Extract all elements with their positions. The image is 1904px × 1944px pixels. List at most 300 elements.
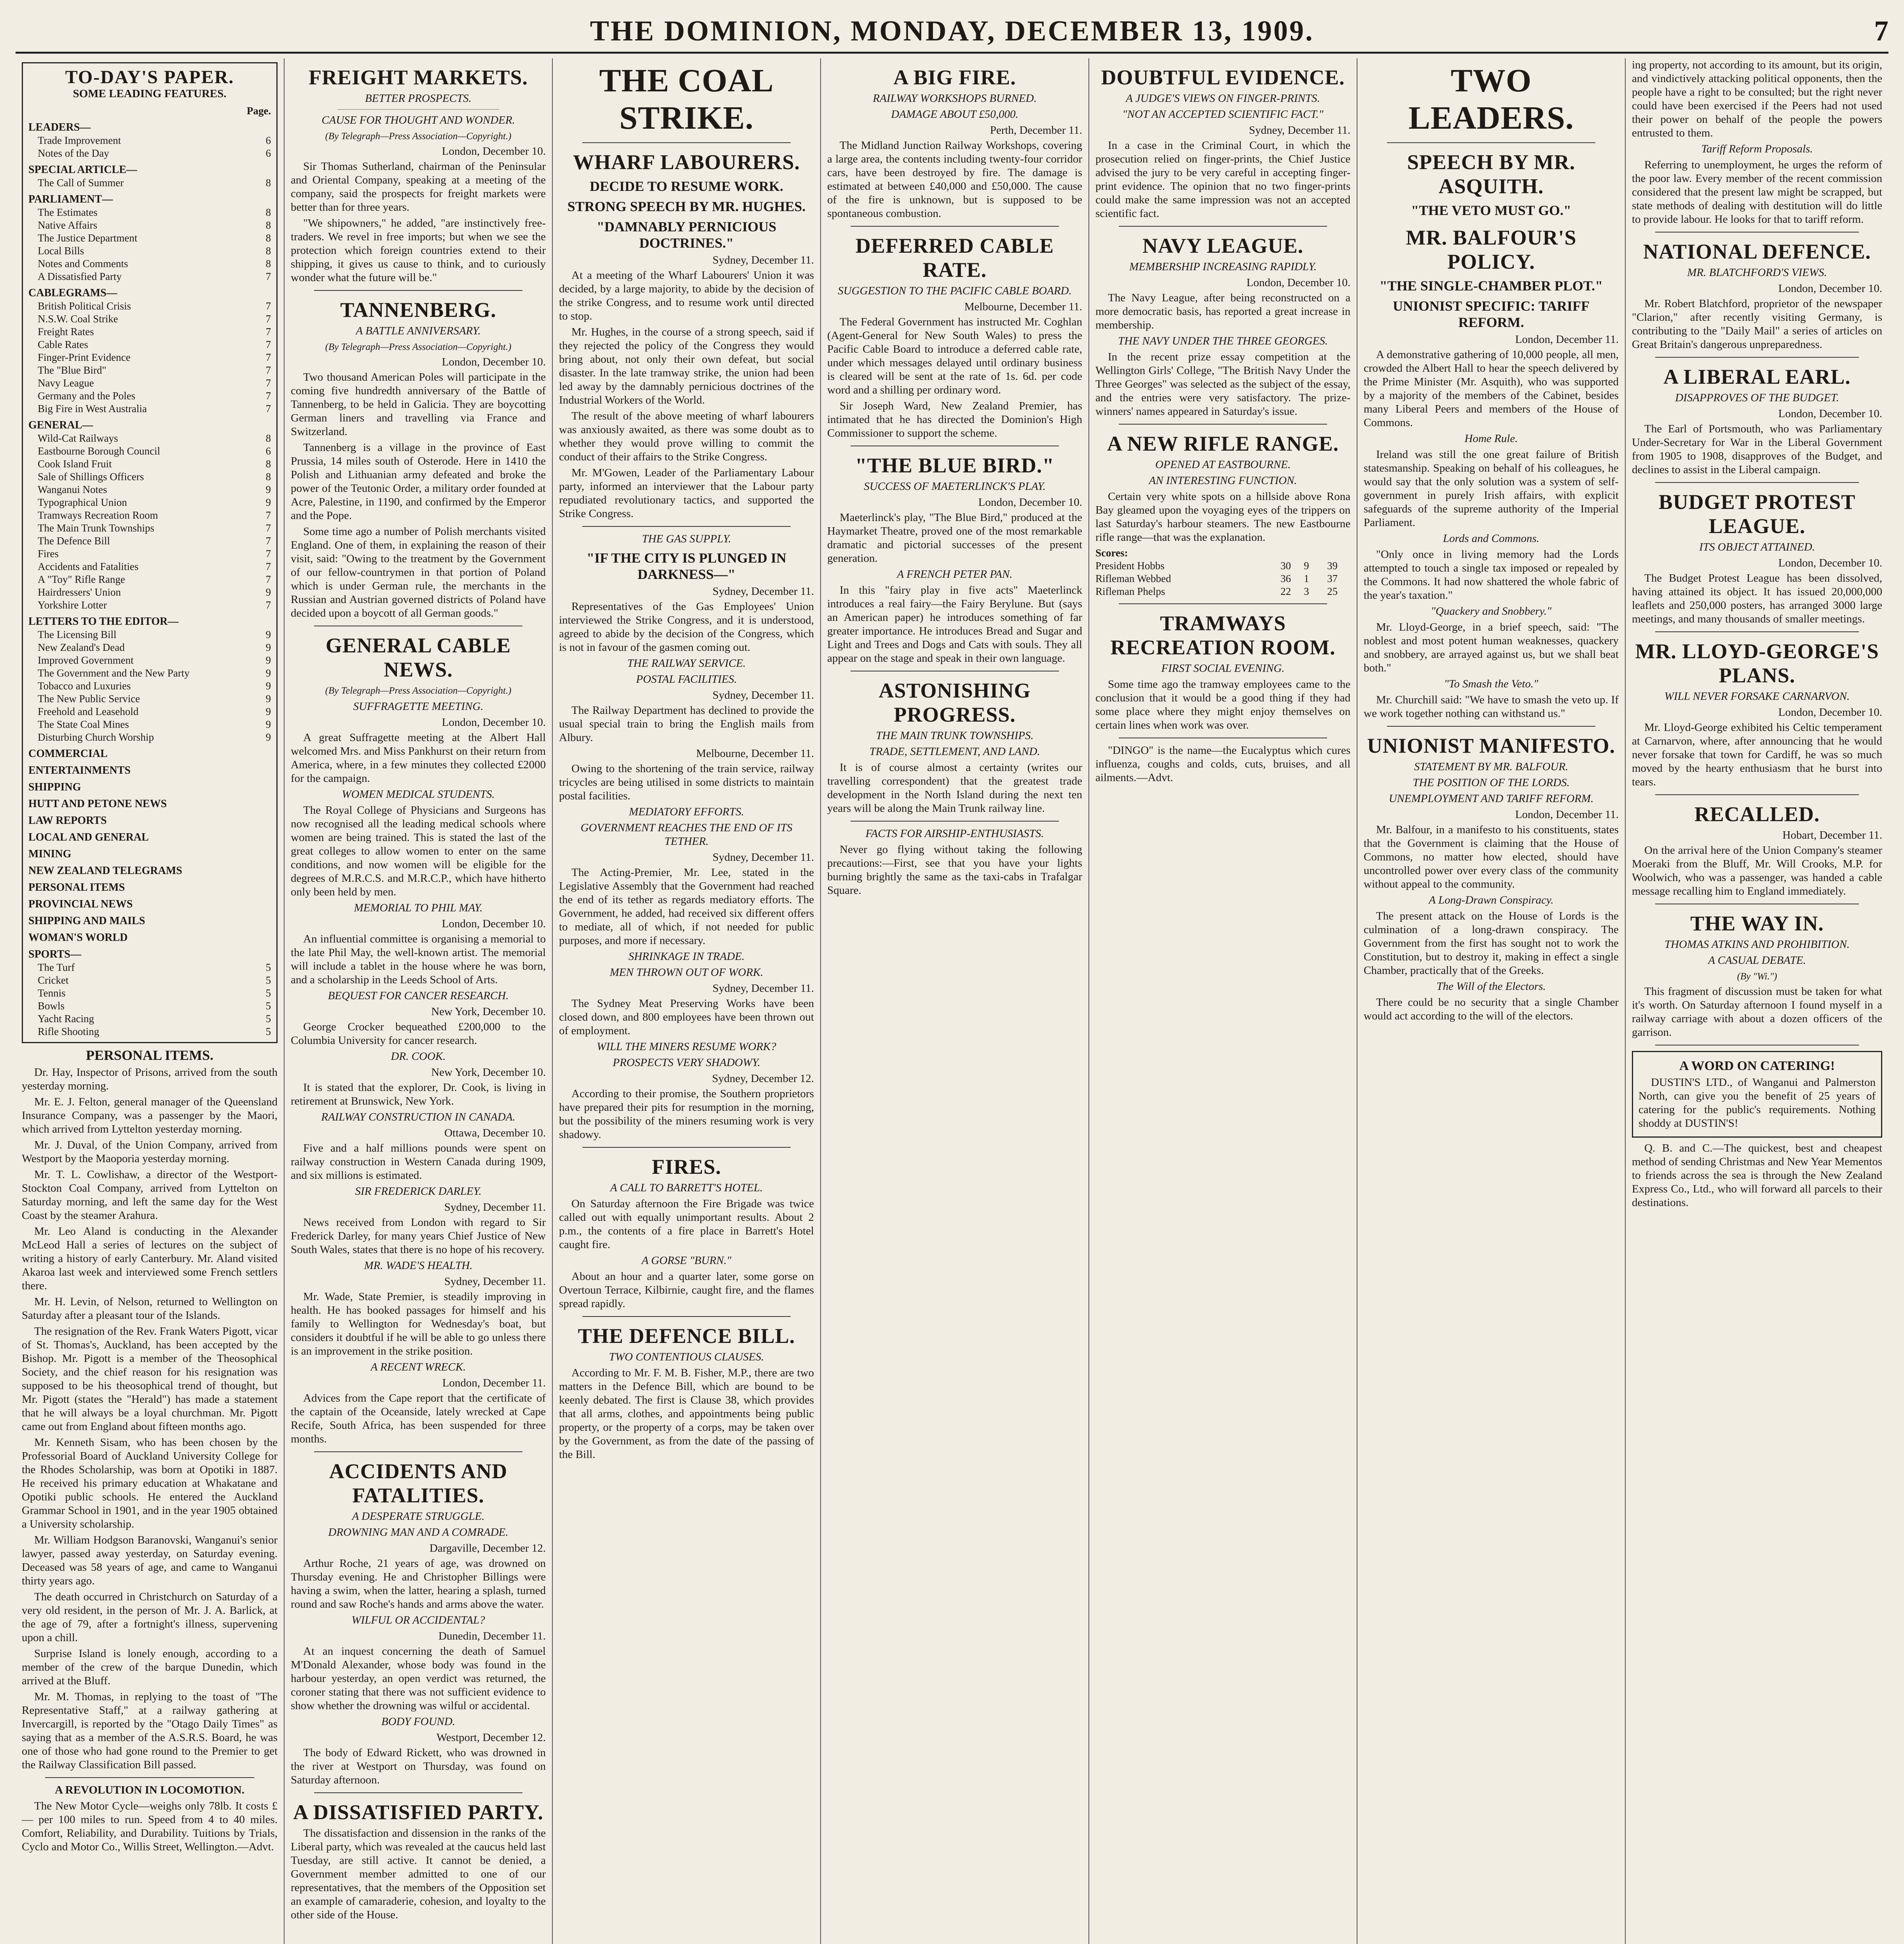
toc-item-page: 9 (266, 654, 271, 666)
freight-heading: FREIGHT MARKETS. (308, 66, 528, 89)
paragraph: At a meeting of the Wharf Labourers' Union it was decided, by a large majority, to abide by the decision of the strike Congress, and to resume work until directed to stop. (559, 269, 814, 322)
accidents-subheading: A DESPERATE STRUGGLE. (352, 1510, 485, 1523)
wharf-subheading-2: STRONG SPEECH BY MR. HUGHES. (567, 199, 806, 214)
score-cell: 30 (1280, 560, 1291, 572)
dateline: Sydney, December 11. (1249, 124, 1350, 136)
toc-item-label: Cook Island Fruit (38, 458, 112, 470)
toc-item-page: 8 (266, 432, 271, 444)
paragraph: Advices from the Cape report that the certificate of the captain of the Oceanside, lately wrecked at Cape Recife, South Africa, has been suspended for three months. (291, 1392, 546, 1445)
toc-item (28, 377, 271, 390)
paragraph: News received from London with regard to Sir Frederick Darley, for many years Chief Justice of New South Wales, states that there is no hope of his recovery. (291, 1216, 546, 1256)
home-rule-heading: Home Rule. (1464, 432, 1518, 445)
toc-item-label: Wanganui Notes (38, 484, 107, 495)
general-cable-heading: GENERAL CABLE NEWS. (325, 634, 511, 681)
paragraph: Mr. Leo Aland is conducting in the Alexander McLeod Hall a series of lectures on the subject of writing a history of early Canterbury. Mr. Aland visited Akaroa last week and interviewed some French settlers there. (22, 1225, 278, 1292)
catering-ad (1632, 1051, 1882, 1138)
darley-heading: SIR FREDERICK DARLEY. (355, 1185, 482, 1198)
score-heading: Scores: (1095, 547, 1128, 559)
toc-item (28, 1025, 271, 1038)
paragraph: This fragment of discussion must be taken for what it's worth. On Saturday afternoon I found myself in a railway carriage with about a dozen officers of the garrison. (1632, 985, 1882, 1038)
rifle-range-subheading-2: AN INTERESTING FUNCTION. (1149, 474, 1297, 487)
score-cell: President Hobbs (1095, 560, 1165, 572)
toc-item-page: 5 (266, 974, 271, 986)
toc-item-label: Wild-Cat Railways (38, 432, 118, 444)
paragraph: The Sydney Meat Preserving Works have been closed down, and 800 employees have been thrown out of employment. (559, 997, 814, 1037)
toc-item (28, 731, 271, 744)
quackery-heading: "Quackery and Snobbery." (1431, 605, 1552, 617)
toc-item (28, 257, 271, 270)
toc-item-page: 9 (266, 496, 271, 508)
column-7 (1625, 58, 1888, 1944)
toc-item-label: British Political Crisis (38, 300, 131, 312)
defence-bill-subheading: TWO CONTENTIOUS CLAUSES. (609, 1351, 764, 1363)
paragraph: Two thousand American Poles will participate in the coming five hundredth anniversary of the Battle of Tannenberg, to be held in Galicia. They are boycotting German liners and travelling via France and Switzerland. (291, 371, 546, 438)
dateline: Sydney, December 12. (712, 1072, 814, 1085)
divider (582, 526, 791, 527)
dateline: London, December 10. (1778, 407, 1882, 420)
toc-item (28, 692, 271, 705)
toc-item (28, 547, 271, 560)
shrinkage-subheading: MEN THROWN OUT OF WORK. (610, 966, 763, 979)
catering-ad-heading: A WORD ON CATERING! (1679, 1059, 1835, 1073)
dingo-ad: "DINGO" is the name—the Eucalyptus which cures influenza, coughs and colds, cuts, bruises, and all ailments.—Advt. (1095, 744, 1350, 784)
toc-item-label: A "Toy" Rifle Range (38, 573, 125, 585)
dateline: Sydney, December 11. (712, 254, 814, 266)
toc-item (28, 432, 271, 445)
doubtful-subheading-2: "NOT AN ACCEPTED SCIENTIFIC FACT." (1122, 108, 1324, 121)
toc-item-label: The Licensing Bill (38, 629, 117, 640)
toc-item-page: 7 (266, 326, 271, 337)
toc-item-label: The New Public Service (38, 693, 140, 705)
railway-service-heading: THE RAILWAY SERVICE. (627, 657, 746, 670)
railway-canada-heading: RAILWAY CONSTRUCTION IN CANADA. (321, 1111, 515, 1123)
paragraph: The resignation of the Rev. Frank Waters Pigott, vicar of St. Thomas's, Auckland, has been accepted by the Bishop. Mr. Pigott is a member of the Theosophical Society, and the chief reason for his resignation was supposed to be his theosophical trend of thought, but Mr. Pigott (states the "Herald") has made a statement that he will always be a loyal churchman. Mr. Pigott came out from England about fifteen months ago. (22, 1325, 278, 1433)
toc-item-page: 7 (266, 300, 271, 312)
defence-bill-heading: THE DEFENCE BILL. (578, 1324, 795, 1348)
national-defence-heading: NATIONAL DEFENCE. (1643, 240, 1871, 263)
paragraph: A demonstrative gathering of 10,000 people, all men, crowded the Albert Hall to hear the speech delivered by the Prime Minister (Mr. Asquith), who was supported by a majority of the members of the Cabinet, besides many Liberal Peers and members of the House of Commons. (1364, 348, 1619, 429)
two-leaders-heading: TWO LEADERS. (1408, 63, 1574, 136)
dateline: Melbourne, December 11. (696, 747, 814, 760)
paragraph: Mr. Balfour, in a manifesto to his constituents, states that the Government is claiming that the House of Commons, no matter how elected, should have uncontrolled power over every class of the community without appeal to the community. (1364, 823, 1619, 890)
toc-item (28, 522, 271, 535)
divider (1655, 232, 1859, 233)
paragraph: Tannenberg is a village in the province of East Prussia, 14 miles south of Osterode. Here in 1410 the Polish and Lithuanian army defeated and broke the power of the Teutonic Order, a military order founded at Acre, Palestine, in 1190, and confirmed by the Emperor and the Pope. (291, 441, 546, 522)
paragraph: It is of course almost a certainty (writes our travelling correspondent) that the greatest trade development in the North Island during the next ten years will be along the Main Trunk railway line. (827, 761, 1082, 815)
toc-item (28, 458, 271, 470)
dateline: London, December 10. (442, 918, 546, 930)
toc-item-page: 9 (266, 706, 271, 717)
paragraph: According to Mr. F. M. B. Fisher, M.P., there are two matters in the Defence Bill, which are bound to be keenly debated. The first is Clause 38, which provides that all arms, clothes, and appointments being public property, or the property of a corps, may be taken over by the Government, as from the date of the passing of the Bill. (559, 1367, 814, 1461)
protest-league-heading: BUDGET PROTEST LEAGUE. (1658, 490, 1856, 538)
paragraph: At an inquest concerning the death of Samuel M'Donald Alexander, whose body was found in the harbour yesterday, an open verdict was returned, the coroner stating that there was not sufficient evidence to show whether the drowning was wilful or accidental. (291, 1645, 546, 1712)
toc-item-page: 9 (266, 629, 271, 640)
paragraph: Mr. Lloyd-George, in a brief speech, said: "The noblest and most potent human weaknesses, quackery and snobbery, are arrayed against us, but we shall beat both." (1364, 621, 1619, 674)
dateline: London, December 11. (1515, 333, 1619, 346)
divider (314, 1451, 522, 1452)
toc-item-label: Big Fire in West Australia (38, 403, 147, 414)
score-cell: 3 (1304, 586, 1309, 597)
toc-item-label: The Estimates (38, 206, 98, 218)
paragraph: Mr. M'Gowen, Leader of the Parliamentary Labour party, informed an interviewer that the Labour party repudiated revolutionary tactics, and supported the Strike Congress. (559, 467, 814, 520)
dateline: Ottawa, December 10. (444, 1127, 546, 1139)
catering-ad-text: DUSTIN'S LTD., of Wanganui and Palmerston North, can give you the benefit of 25 years of catering for the public's requirements. Nothing shoddy at DUSTIN'S! (1638, 1076, 1876, 1129)
peter-pan-heading: A FRENCH PETER PAN. (897, 568, 1013, 580)
paragraph: The death occurred in Christchurch on Saturday of a very old resident, in the person of Mr. J. A. Barlick, at the age of 79, after a fortnight's illness, supervening upon a chill. (22, 1591, 278, 1644)
divider (1655, 631, 1859, 632)
toc-item (28, 586, 271, 599)
wreck-heading: A RECENT WRECK. (370, 1361, 466, 1373)
divider (1655, 794, 1859, 795)
toc-item (28, 338, 271, 351)
toc-item (28, 1012, 271, 1025)
toc-section-title: MINING (28, 848, 72, 860)
toc-list (28, 121, 271, 1038)
paragraph: According to their promise, the Southern proprietors have prepared their pits for resumption in the morning, but the possibility of the miners resuming work is very shadowy. (559, 1087, 814, 1141)
paragraph: Maeterlinck's play, "The Blue Bird," produced at the Haymarket Theatre, proved one of the most remarkable dramatic and pictorial successes of the present generation. (827, 511, 1082, 565)
toc-item-label: Hairdressers' Union (38, 586, 121, 598)
asquith-heading: SPEECH BY MR. ASQUITH. (1407, 150, 1576, 198)
paragraph: The Budget Protest League has been dissolved, having attained its object. It has issued 20,000,000 leaflets and 250,000 posters, has arranged 3000 large meetings, and many thousands of smaller meetings. (1632, 572, 1882, 625)
paragraph: Mr. E. J. Felton, general manager of the Queensland Insurance Company, was a passenger by the Maori, which arrived from Lyttelton yesterday morning. (22, 1096, 278, 1135)
memorial-heading: MEMORIAL TO PHIL MAY. (354, 902, 483, 914)
divider (1119, 603, 1327, 604)
dateline: Dargaville, December 12. (429, 1542, 546, 1554)
toc-item-label: The Call of Summer (38, 177, 124, 189)
toc-item (28, 445, 271, 458)
cable-rate-subheading: SUGGESTION TO THE PACIFIC CABLE BOARD. (838, 285, 1072, 297)
toc-item (28, 641, 271, 654)
column-4 (820, 58, 1088, 1944)
toc-item-label: Sale of Shillings Officers (38, 471, 144, 483)
toc-item-page: 7 (266, 535, 271, 547)
navy-georges-heading: THE NAVY UNDER THE THREE GEORGES. (1118, 335, 1328, 347)
paragraph: There could be no security that a single Chamber would act according to the will of the electors. (1364, 996, 1619, 1022)
toc-section-title: SPECIAL ARTICLE— (28, 164, 137, 176)
toc-item-page: 9 (266, 719, 271, 730)
toc-item-label: New Zealand's Dead (38, 642, 125, 653)
paragraph: Mr. William Hodgson Baranovski, Wanganui's senior lawyer, passed away yesterday, on Saturday evening. Deceased was 58 years of age, and came to Wanganui thirty years ago. (22, 1534, 278, 1587)
toc-item-page: 9 (266, 667, 271, 679)
progress-subheading-2: TRADE, SETTLEMENT, AND LAND. (869, 745, 1040, 758)
accidents-subheading-2: DROWNING MAN AND A COMRADE. (328, 1526, 508, 1538)
toc-item-page: 9 (266, 586, 271, 598)
paragraph: On Saturday afternoon the Fire Brigade was twice called out with equally unimportant results. About 2 p.m., the contents of a fire place in Barrett's Hotel caught fire. (559, 1198, 814, 1251)
toc-item (28, 390, 271, 402)
dateline: New York, December 10. (431, 1005, 546, 1018)
column-2 (284, 58, 552, 1944)
paragraph: The dissatisfaction and dissension in the ranks of the Liberal party, which was revealed at the caucus held last Tuesday, are still active. It cannot be denied, a Government member admitted to one of our representatives, that the members of the Opposition set an example of camaraderie, cohesion, and loyalty to the other side of the House. (291, 1827, 546, 1921)
doubtful-heading: DOUBTFUL EVIDENCE. (1101, 66, 1345, 89)
rifle-range-subheading: OPENED AT EASTBOURNE. (1155, 458, 1291, 471)
ad-text: The New Motor Cycle—weighs only 78lb. It costs £— per 100 miles to run. Speed from 4 to 40 miles. Comfort, Reliability, and Durability. Tuitions by Trials, Cyclo and Motor Co., Willis Street, Wellington.—Advt. (22, 1800, 278, 1853)
toc-item-page: 7 (266, 390, 271, 402)
smash-heading: "To Smash the Veto." (1444, 678, 1539, 690)
toc-item (28, 245, 271, 257)
toc-item-label: Native Affairs (38, 219, 98, 231)
toc-item-page: 5 (266, 1026, 271, 1037)
toc-item-label: Local Bills (38, 245, 84, 257)
paragraph: Ireland was still the one great failure of British statesmanship. Speaking on behalf of his colleagues, he would say that the only solution was a system of self-government in purely Irish affairs, with explicit safeguards of the supreme authority of the Imperial Parliament. (1364, 448, 1619, 529)
toc-box (22, 62, 278, 1043)
paragraph: The present attack on the House of Lords is the culmination of a long-drawn conspiracy. The Government from the first has sought not to work the Constitution, but to destroy it, making in effect a single Chamber, practically that of the Greeks. (1364, 910, 1619, 977)
divider (1655, 357, 1859, 358)
personal-items (22, 1066, 278, 1772)
dateline: Sydney, December 11. (444, 1275, 546, 1288)
paragraph: Certain very white spots on a hillside above Rona Bay gleamed upon the voyaging eyes of the trippers on last Saturday's harbour steamers. The new Eastbourne rifle range—that was the explanation. (1095, 490, 1350, 544)
mediatory-heading: MEDIATORY EFFORTS. (629, 806, 744, 818)
toc-item (28, 232, 271, 245)
toc-section-title: PERSONAL ITEMS (28, 881, 125, 893)
divider (314, 290, 522, 291)
paragraph: Dr. Hay, Inspector of Prisons, arrived from the south yesterday morning. (22, 1066, 278, 1092)
toc-item (28, 219, 271, 232)
paragraph: Mr. Churchill said: "We have to smash the veto up. If we work together nothing can withstand us." (1364, 694, 1619, 720)
dateline: Melbourne, December 11. (964, 301, 1082, 313)
toc-item-page: 7 (266, 573, 271, 585)
paragraph: Sir Joseph Ward, New Zealand Premier, has intimated that he has directed the Dominion's High Commissioner to support the scheme. (827, 400, 1082, 439)
toc-item-page: 7 (266, 403, 271, 414)
byline: (By "Wi.") (1737, 971, 1777, 982)
toc-item-page: 7 (266, 599, 271, 611)
toc-item-label: Cricket (38, 974, 69, 986)
paragraph: The body of Edward Rickett, who was drowned in the river at Westport on Thursday, was found on Saturday afternoon. (291, 1746, 546, 1786)
express-ad: Q. B. and C.—The quickest, best and cheapest method of sending Christmas and New Year Mementos to friends across the sea is through the New Zealand Express Co., Ltd., who will forward all parcels to their destinations. (1632, 1142, 1882, 1209)
byline: (By Telegraph—Press Association—Copyright.) (325, 131, 512, 142)
tramways-subheading: FIRST SOCIAL EVENING. (1161, 662, 1285, 675)
divider (1655, 482, 1859, 483)
gas-subheading: "IF THE CITY IS PLUNGED IN DARKNESS—" (587, 550, 786, 582)
dateline: London, December 11. (442, 1377, 546, 1389)
paragraph: The Royal College of Physicians and Surgeons has now recognised all the leading medical schools where women are being trained. This is stated the last of the great colleges to allow women to enter on the same conditions, and now women will be eligible for the degrees of M.R.C.S. and M.R.C.P., which have hitherto only been held by men. (291, 804, 546, 898)
masthead (16, 11, 1888, 54)
toc-item-page: 7 (266, 377, 271, 389)
toc-item-page: 7 (266, 364, 271, 376)
toc-section-title: GENERAL— (28, 419, 93, 431)
toc-item-page: 8 (266, 177, 271, 189)
dateline: London, December 10. (978, 496, 1082, 509)
dateline: Dunedin, December 11. (438, 1630, 546, 1642)
paragraph: Mr. M. Thomas, in replying to the toast of "The Representative Staff," at a railway gathering at Invercargill, is reported by the "Otago Daily Times" as saying that as a member of the A.S.R.S. Board, he was one of those who had gone round to the Premier to get the Railway Classification Bill passed. (22, 1691, 278, 1771)
paragraph: The Midland Junction Railway Workshops, covering a large area, the contents including twenty-four corridor cars, have been destroyed by fire. The damage is estimated at between £40,000 and £50,000. The cause of the fire is unknown, but is supposed to be spontaneous combustion. (827, 139, 1082, 220)
barrett-heading: A CALL TO BARRETT'S HOTEL. (610, 1182, 763, 1194)
dr-cook-heading: DR. COOK. (391, 1050, 446, 1063)
toc-item (28, 535, 271, 547)
score-row (1095, 585, 1350, 598)
toc-item-page: 6 (266, 445, 271, 457)
divider (851, 226, 1059, 227)
toc-item-page: 8 (266, 232, 271, 244)
toc-item (28, 351, 271, 364)
toc-item (28, 974, 271, 987)
paragraph: Mr. Wade, State Premier, is steadily improving in health. He has booked passages for himself and his family to Wellington for Wednesday's boat, but considers it doubtful if he will be able to go unless there is an improvement in the strike position. (291, 1290, 546, 1357)
paragraph: "Only once in living memory had the Lords attempted to touch a single tax imposed or repealed by the Commons. It had now shattered the whole fabric of the year's taxation." (1364, 548, 1619, 601)
toc-item-label: Bowls (38, 1000, 65, 1012)
toc-item-page: 8 (266, 206, 271, 218)
suffragette-heading: SUFFRAGETTE MEETING. (353, 700, 484, 713)
column-3 (552, 58, 820, 1944)
wharf-heading: WHARF LABOURERS. (573, 150, 800, 174)
miners-heading: WILL THE MINERS RESUME WORK? (597, 1040, 776, 1053)
coal-strike-heading: THE COAL STRIKE. (599, 63, 774, 136)
score-row (1095, 559, 1350, 572)
dateline: Sydney, December 11. (712, 689, 814, 701)
blue-bird-heading: "THE BLUE BIRD." (855, 454, 1055, 477)
toc-section-title: LAW REPORTS (28, 815, 107, 827)
progress-heading: ASTONISHING PROGRESS. (879, 679, 1031, 726)
toc-item-page: 5 (266, 1000, 271, 1012)
accidents-heading: ACCIDENTS AND FATALITIES. (329, 1460, 508, 1507)
way-in-heading: THE WAY IN. (1690, 912, 1824, 935)
manifesto-subheading-2: THE POSITION OF THE LORDS. (1413, 776, 1570, 789)
fires-heading: FIRES. (652, 1155, 721, 1178)
toc-item-page: 6 (266, 135, 271, 146)
toc-item (28, 270, 271, 283)
toc-item-page: 7 (266, 548, 271, 559)
divider (1387, 726, 1595, 727)
divider (582, 1147, 791, 1148)
paragraph: Owing to the shortening of the train service, railway tricycles are being utilised in some districts to maintain postal facilities. (559, 762, 814, 802)
divider (1119, 424, 1327, 425)
unionist-heading: UNIONIST SPECIFIC: TARIFF REFORM. (1392, 298, 1590, 330)
toc-item-label: Tennis (38, 987, 66, 999)
rifle-range-heading: A NEW RIFLE RANGE. (1107, 432, 1339, 455)
divider (45, 1777, 254, 1778)
toc-item-label: A Dissatisfied Party (38, 271, 122, 282)
toc-item-page: 5 (266, 987, 271, 999)
toc-item (28, 313, 271, 325)
paragraph: Mr. T. L. Cowlishaw, a director of the Westport-Stockton Coal Company, arrived from Lyttelton on Saturday morning, and left the same day for the West Coast by the steamer Arahura. (22, 1168, 278, 1222)
ad-heading: A REVOLUTION IN LOCOMOTION. (55, 1784, 245, 1796)
big-fire-heading: A BIG FIRE. (893, 66, 1016, 89)
national-defence-subheading: MR. BLATCHFORD'S VIEWS. (1687, 266, 1827, 279)
dissatisfied-heading: A DISSATISFIED PARTY. (293, 1801, 543, 1824)
paragraph: Referring to unemployment, he urges the reform of the poor law. Every member of the recent commission considered that the present law might be scrapped, but state methods of dealing with destitution will do little to provide labour. He looks for that to tariff reform. (1632, 159, 1882, 226)
paragraph: Mr. Kenneth Sisam, who has been chosen by the Professorial Board of Auckland University College for the Rhodes Scholarship, was born at Opotiki in 1887. He received his primary education at Whakatane and Opotiki public schools. He entered the Auckland Grammar School in 1901, and in the year 1905 obtained a University scholarship. (22, 1436, 278, 1530)
toc-item (28, 1000, 271, 1012)
toc-item-label: Cable Rates (38, 339, 88, 350)
toc-item-page: 7 (266, 561, 271, 572)
paragraph: George Crocker bequeathed £200,000 to the Columbia University for cancer research. (291, 1021, 546, 1047)
women-medical-heading: WOMEN MEDICAL STUDENTS. (342, 788, 495, 801)
divider (337, 109, 499, 110)
tannenberg-subheading: A BATTLE ANNIVERSARY. (356, 325, 481, 337)
manifesto-heading: UNIONIST MANIFESTO. (1367, 734, 1616, 757)
paragraph: The Earl of Portsmouth, who was Parliamentary Under-Secretary for War in the Liberal Government from 1905 to 1908, disapproves of the Budget, and declines to assist in the Liberal campaign. (1632, 423, 1882, 476)
paragraph: A great Suffragette meeting at the Albert Hall welcomed Mrs. and Miss Pankhurst on their return from America, where, in a few minutes they collected £2000 for the campaign. (291, 731, 546, 785)
balfour-subheading: "THE SINGLE-CHAMBER PLOT." (1379, 278, 1603, 294)
wharf-subheading-3: "DAMNABLY PERNICIOUS DOCTRINES." (596, 219, 777, 251)
divider (582, 142, 791, 143)
toc-item-label: Finger-Print Evidence (38, 351, 131, 363)
toc-item (28, 680, 271, 692)
byline: (By Telegraph—Press Association—Copyright.) (325, 685, 512, 696)
toc-item (28, 573, 271, 586)
doubtful-subheading: A JUDGE'S VIEWS ON FINGER-PRINTS. (1126, 92, 1320, 105)
wade-heading: MR. WADE'S HEALTH. (364, 1259, 473, 1272)
toc-item (28, 483, 271, 496)
toc-item-label: Germany and the Poles (38, 390, 136, 402)
toc-item (28, 325, 271, 338)
paragraph: Some time ago the tramway employees came to the conclusion that it would be a good thing if they had some place where they might enjoy themselves on certain lines when work was over. (1095, 678, 1350, 731)
score-cell: 9 (1304, 560, 1309, 572)
divider (851, 821, 1059, 822)
toc-section-title: SHIPPING AND MAILS (28, 915, 145, 927)
toc-subheading: SOME LEADING FEATURES. (73, 87, 227, 100)
toc-item (28, 300, 271, 313)
paragraph: Mr. J. Duval, of the Union Company, arrived from Westport by the Maoporia yesterday morning. (22, 1139, 278, 1165)
paragraph: In a case in the Criminal Court, in which the prosecution relied on finger-prints, the Chief Justice advised the jury to be very careful in accepting finger-print evidence. The opinion that no two finger-prints could make the same impression was not an accepted scientific fact. (1095, 139, 1350, 220)
toc-item-label: Notes and Comments (38, 258, 128, 269)
toc-item (28, 560, 271, 573)
paragraph: Five and a half millions pounds were spent on railway construction in Western Canada during 1909, and six millions is estimated. (291, 1142, 546, 1182)
toc-heading: TO-DAY'S PAPER. (65, 67, 234, 87)
manifesto-subheading-3: UNEMPLOYMENT AND TARIFF REFORM. (1389, 792, 1594, 805)
tariff-heading: Tariff Reform Proposals. (1701, 143, 1813, 155)
navy-league-heading: NAVY LEAGUE. (1142, 234, 1304, 257)
toc-item (28, 654, 271, 667)
byline: (By Telegraph—Press Association—Copyright.) (325, 342, 512, 352)
paragraph: Some time ago a number of Polish merchants visited England. One of them, in explaining the reason of their visit, said: "Owing to the treatment by the Government of our fellow-countrymen in that portion of Poland which is under German rule, the merchants in the Russian and Austrian governed districts of Poland have decided upon a boycott of all German goods." (291, 525, 546, 619)
score-cell: Rifleman Webbed (1095, 573, 1171, 584)
paragraph: The Railway Department has declined to provide the usual special train to bring the English mails from Albury. (559, 704, 814, 744)
toc-item (28, 402, 271, 415)
paragraph: Surprise Island is lonely enough, according to a member of the crew of the barque Dunedin, which arrived at the Bluff. (22, 1647, 278, 1687)
paragraph: Mr. Lloyd-George exhibited his Celtic temperament at Carnarvon, where, after announcing that he would never forsake that town for Cardiff, he was so much moved by the hearty enthusiasm that he burst into tears. (1632, 721, 1882, 788)
toc-item-page: 8 (266, 458, 271, 470)
dateline: Hobart, December 11. (1782, 829, 1882, 841)
toc-page-header: Page. (246, 105, 271, 117)
toc-section-title: SHIPPING (28, 781, 81, 793)
toc-item (28, 470, 271, 483)
electors-heading: The Will of the Electors. (1436, 980, 1546, 993)
dateline: London, December 10. (1778, 557, 1882, 569)
toc-item-page: 8 (266, 471, 271, 483)
toc-item-label: N.S.W. Coal Strike (38, 313, 118, 325)
conspiracy-heading: A Long-Drawn Conspiracy. (1429, 894, 1554, 906)
paragraph: ing property, not according to its amount, but its origin, and vindictively attacking political opponents, then the people have a right to be consulted; but the right never could have been exercised if the Peers had not used their power on behalf of the people the powers entrusted to them. (1632, 59, 1882, 139)
wharf-subheading: DECIDE TO RESUME WORK. (589, 178, 784, 194)
shrinkage-heading: SHRINKAGE IN TRADE. (628, 950, 745, 963)
score-rows (1095, 559, 1350, 598)
paragraph: On the arrival here of the Union Company's steamer Moeraki from the Bluff, Mr. Will Crooks, M.P. for Woolwich, who was a passenger, was handed a cable message recalling him to England immediately. (1632, 844, 1882, 897)
airship-heading: FACTS FOR AIRSHIP-ENTHUSIASTS. (865, 827, 1044, 840)
paragraph: An influential committee is organising a memorial to the late Phil May, the well-known artist. The memorial will include a tablet in the house where he was born, and a scholarship in the Leeds School of Arts. (291, 933, 546, 986)
toc-item-label: Yorkshire Lotter (38, 599, 107, 611)
toc-item (28, 206, 271, 219)
toc-item-label: The State Coal Mines (38, 719, 129, 730)
paragraph: Mr. Robert Blatchford, proprietor of the newspaper "Clarion," after recently visiting Germany, is contributing to the "Daily Mail" a series of articles on Great Britain's dangerous unpreparedness. (1632, 297, 1882, 351)
freight-subheading-2: CAUSE FOR THOUGHT AND WONDER. (321, 114, 515, 126)
divider (1387, 142, 1595, 143)
toc-item-label: Freight Rates (38, 326, 94, 337)
mediatory-subheading: GOVERNMENT REACHES THE END OF ITS TETHER. (580, 822, 793, 848)
toc-item-label: The Turf (38, 962, 75, 973)
toc-item (28, 987, 271, 1000)
paragraph: "We shipowners," he added, "are instinctively free-traders. We revel in free imports; but when we see the protection which foreign countries extend to their shipping, it gives us cause to think, and to curiously wonder what the future will be." (291, 217, 546, 284)
lords-heading: Lords and Commons. (1443, 532, 1539, 545)
toc-item (28, 177, 271, 189)
toc-item (28, 961, 271, 974)
toc-item-page: 5 (266, 1013, 271, 1024)
navy-league-subheading: MEMBERSHIP INCREASING RAPIDLY. (1129, 260, 1317, 273)
dateline: London, December 10. (1246, 276, 1350, 289)
toc-item-label: Fires (38, 548, 59, 559)
paragraph: Mr. H. Levin, of Nelson, returned to Wellington on Saturday after a pleasant tour of the Islands. (22, 1295, 278, 1322)
toc-item-page: 5 (266, 962, 271, 973)
toc-item-page: 8 (266, 245, 271, 257)
paragraph: Mr. Hughes, in the course of a strong speech, said if they rejected the policy of the Congress they would bring about, not only their own defeat, but social disaster. In the late tramway strike, the union had been led away by the damnably pernicious doctrines of the Industrial Workers of the World. (559, 326, 814, 406)
